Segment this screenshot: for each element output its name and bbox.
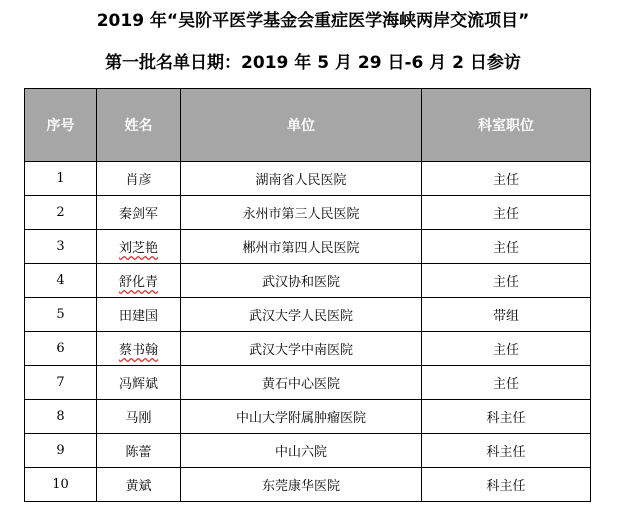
cell-name — [97, 230, 181, 264]
cell-unit: 武汉大学人民医院 — [181, 298, 422, 332]
document-title: 2019 年“吴阶平医学基金会重症医学海峡两岸交流项目” — [96, 11, 530, 31]
cell-index: 2 — [25, 196, 97, 230]
cell-index: 6 — [25, 332, 97, 366]
table-row — [25, 400, 591, 434]
table-row — [25, 264, 591, 298]
table-row — [25, 366, 591, 400]
cell-index: 9 — [25, 434, 97, 468]
cell-index: 10 — [25, 468, 97, 502]
cell-position: 主任 — [422, 332, 591, 366]
cell-name-text: 蔡书翰 — [118, 343, 158, 358]
cell-name — [97, 264, 181, 298]
table-row — [25, 162, 591, 196]
cell-name-text: 刘芝艳 — [118, 241, 158, 256]
cell-position: 带组 — [422, 298, 591, 332]
cell-name: 马刚 — [97, 400, 181, 434]
table-row — [25, 298, 591, 332]
cell-unit: 永州市第三人民医院 — [181, 196, 422, 230]
cell-unit: 黄石中心医院 — [181, 366, 422, 400]
cell-position: 科主任 — [422, 468, 591, 502]
cell-position: 主任 — [422, 162, 591, 196]
cell-name — [97, 332, 181, 366]
cell-name: 田建国 — [97, 298, 181, 332]
header-position: 科室职位 — [422, 89, 591, 162]
table-row — [25, 468, 591, 502]
cell-name: 冯辉斌 — [97, 366, 181, 400]
cell-index: 4 — [25, 264, 97, 298]
cell-name-text: 舒化青 — [118, 275, 158, 290]
table-row — [25, 332, 591, 366]
cell-position: 主任 — [422, 366, 591, 400]
cell-unit: 郴州市第四人民医院 — [181, 230, 422, 264]
cell-position: 主任 — [422, 264, 591, 298]
cell-unit: 湖南省人民医院 — [181, 162, 422, 196]
cell-position: 科主任 — [422, 400, 591, 434]
cell-position: 主任 — [422, 230, 591, 264]
participant-table — [24, 88, 591, 502]
cell-unit: 中山六院 — [181, 434, 422, 468]
cell-name: 陈蕾 — [97, 434, 181, 468]
table-row — [25, 434, 591, 468]
cell-unit: 武汉大学中南医院 — [181, 332, 422, 366]
table-row — [25, 196, 591, 230]
cell-name: 黄斌 — [97, 468, 181, 502]
cell-index: 3 — [25, 230, 97, 264]
cell-position: 科主任 — [422, 434, 591, 468]
cell-unit: 东莞康华医院 — [181, 468, 422, 502]
table-header-row — [25, 89, 591, 162]
header-index: 序号 — [25, 89, 97, 162]
table-row — [25, 230, 591, 264]
cell-index: 7 — [25, 366, 97, 400]
header-name: 姓名 — [97, 89, 181, 162]
cell-index: 5 — [25, 298, 97, 332]
cell-name: 秦剑军 — [97, 196, 181, 230]
cell-index: 8 — [25, 400, 97, 434]
cell-index: 1 — [25, 162, 97, 196]
document-subtitle-date: 第一批名单日期：2019 年 5 月 29 日-6 月 2 日参访 — [105, 53, 521, 73]
cell-unit: 中山大学附属肿瘤医院 — [181, 400, 422, 434]
cell-unit: 武汉协和医院 — [181, 264, 422, 298]
cell-position: 主任 — [422, 196, 591, 230]
cell-name: 肖彦 — [97, 162, 181, 196]
header-unit: 单位 — [181, 89, 422, 162]
